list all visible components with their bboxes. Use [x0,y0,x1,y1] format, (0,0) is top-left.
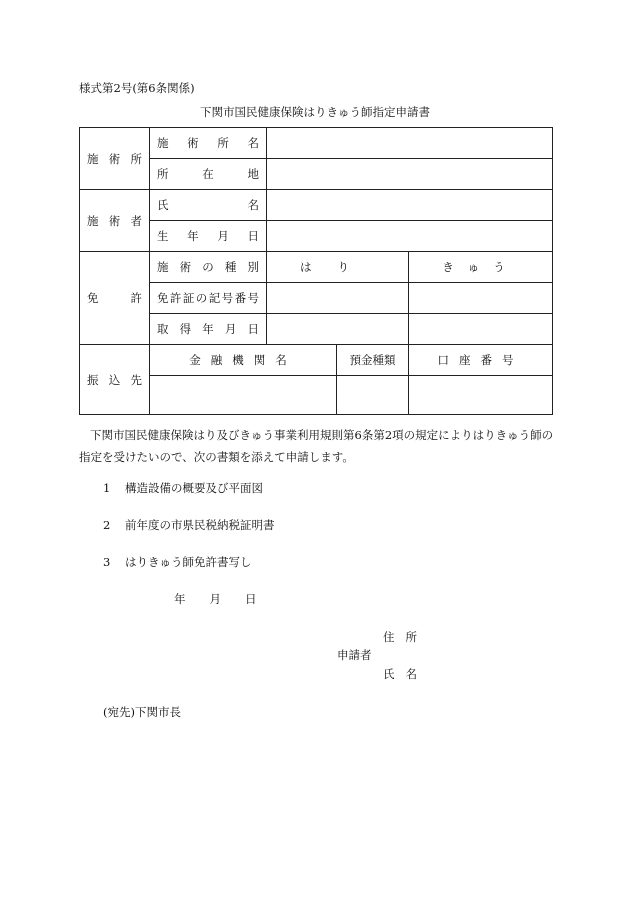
application-statement: 下関市国民健康保険はり及びきゅう事業利用規則第6条第2項の規定によりはりきゅう師の指定を受けたいので、次の書類を添えて申請します。 [79,428,554,464]
bank-name-header: 金融機関名 [150,345,337,376]
date-day-label: 日 [245,592,257,606]
bank-name-field[interactable] [150,376,337,415]
license-number-kyu-field[interactable] [409,283,553,314]
attachment-text: 構造設備の概要及び平面図 [125,481,263,495]
license-type-kyu: きゅう [409,252,553,283]
practitioner-section-label: 施術者 [80,190,150,252]
clinic-location-label: 所在地 [150,159,267,190]
deposit-type-field[interactable] [337,376,409,415]
date-year-label: 年 [174,592,186,606]
attachment-text: 前年度の市県民税納税証明書 [125,518,275,532]
attachment-number: 3 [103,555,111,569]
practitioner-name-label: 氏名 [150,190,267,221]
transfer-section-label: 振込先 [80,345,150,415]
license-date-kyu-field[interactable] [409,314,553,345]
attachment-item [103,554,252,570]
application-table [79,127,553,415]
clinic-location-field[interactable] [267,159,553,190]
clinic-section-label: 施術所 [80,128,150,190]
practitioner-birth-field[interactable] [267,221,553,252]
license-date-label: 取得年月日 [150,314,267,345]
attachment-number: 1 [103,481,111,495]
applicant-label: 申請者 [337,648,372,662]
document-title: 下関市国民健康保険はりきゅう師指定申請書 [200,105,430,119]
account-number-field[interactable] [409,376,553,415]
license-date-hari-field[interactable] [267,314,409,345]
addressee: (宛先)下関市長 [103,705,181,719]
license-type-hari: はり [267,252,409,283]
deposit-type-header: 預金種類 [337,345,409,376]
account-number-header: 口座番号 [409,345,553,376]
attachment-item [103,480,263,496]
license-section-label: 免許 [80,252,150,345]
clinic-name-field[interactable] [267,128,553,159]
license-type-label: 施術の種別 [150,252,267,283]
attachment-number: 2 [103,518,111,532]
date-month-label: 月 [209,592,221,606]
applicant-name-label: 氏名 [383,667,428,681]
form-number: 様式第2号(第6条関係) [79,81,195,95]
practitioner-name-field[interactable] [267,190,553,221]
license-number-label: 免許証の記号番号 [150,283,267,314]
practitioner-birth-label: 生年月日 [150,221,267,252]
date-line [174,591,257,607]
license-number-hari-field[interactable] [267,283,409,314]
applicant-address-label: 住所 [383,630,428,644]
clinic-name-label: 施術所名 [150,128,267,159]
attachment-text: はりきゅう師免許書写し [125,555,252,569]
attachment-item [103,517,275,533]
